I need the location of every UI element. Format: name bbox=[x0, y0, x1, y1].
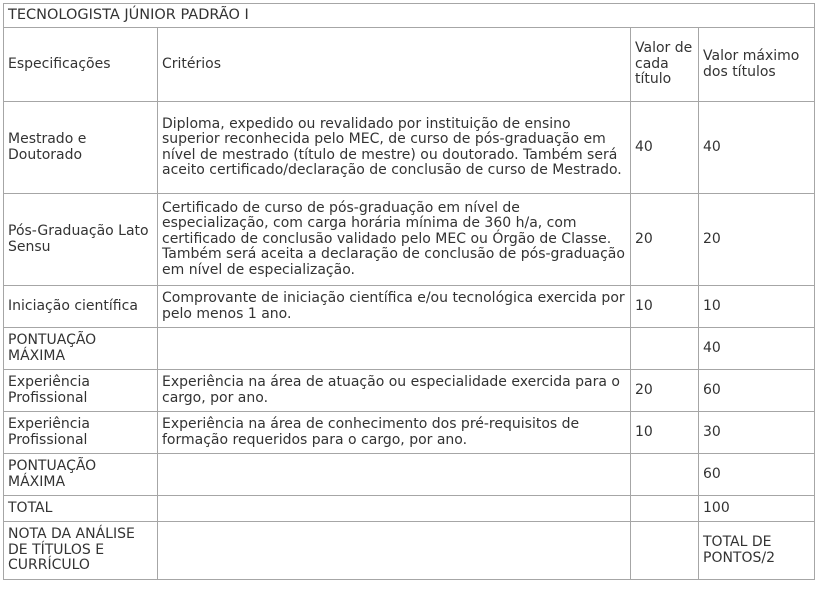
table-row bbox=[4, 454, 815, 496]
row-spec: Experiência Profissional bbox=[4, 370, 158, 412]
row-spec: Iniciação científica bbox=[4, 286, 158, 328]
row-value-max: 40 bbox=[699, 328, 815, 370]
row-criteria: Experiência na área de atuação ou especialidade exercida para o cargo, por ano. bbox=[158, 370, 631, 412]
title-row bbox=[4, 4, 815, 28]
row-value-each: 20 bbox=[631, 194, 699, 286]
row-criteria: Comprovante de iniciação científica e/ou tecnológica exercida por pelo menos 1 ano. bbox=[158, 286, 631, 328]
table-row bbox=[4, 522, 815, 580]
row-spec: NOTA DA ANÁLISE DE TÍTULOS E CURRÍCULO bbox=[4, 522, 158, 580]
row-criteria: Experiência na área de conhecimento dos pré-requisitos de formação requeridos para o cargo, por ano. bbox=[158, 412, 631, 454]
row-value-max: 60 bbox=[699, 370, 815, 412]
header-value-max: Valor máximo dos títulos bbox=[699, 28, 815, 102]
row-value-max: TOTAL DE PONTOS/2 bbox=[699, 522, 815, 580]
row-criteria: Diploma, expedido ou revalidado por instituição de ensino superior reconhecida pelo MEC, de curso de pós-graduação em nível de mestrado (título de mestre) ou doutorado. Também será aceito certificado/declaração de conclusão de curso de Mestrado. bbox=[158, 102, 631, 194]
table-row bbox=[4, 286, 815, 328]
scoring-table bbox=[3, 3, 815, 580]
table-row bbox=[4, 328, 815, 370]
table-row bbox=[4, 194, 815, 286]
header-criteria: Critérios bbox=[158, 28, 631, 102]
row-criteria bbox=[158, 454, 631, 496]
row-criteria: Certificado de curso de pós-graduação em nível de especialização, com carga horária mínima de 360 h/a, com certificado de conclusão validado pelo MEC ou Órgão de Classe. Também será aceita a declaração de conclusão de pós-graduação em nível de especialização. bbox=[158, 194, 631, 286]
row-value-max: 20 bbox=[699, 194, 815, 286]
row-value-each bbox=[631, 454, 699, 496]
row-value-each: 10 bbox=[631, 412, 699, 454]
row-value-each bbox=[631, 328, 699, 370]
row-criteria bbox=[158, 328, 631, 370]
row-spec: PONTUAÇÃO MÁXIMA bbox=[4, 328, 158, 370]
header-row bbox=[4, 28, 815, 102]
table-row bbox=[4, 496, 815, 522]
row-value-each bbox=[631, 522, 699, 580]
row-value-each: 20 bbox=[631, 370, 699, 412]
row-value-max: 40 bbox=[699, 102, 815, 194]
header-value-each: Valor de cada título bbox=[631, 28, 699, 102]
table-row bbox=[4, 412, 815, 454]
row-value-max: 30 bbox=[699, 412, 815, 454]
row-value-max: 60 bbox=[699, 454, 815, 496]
table-row bbox=[4, 102, 815, 194]
row-spec: TOTAL bbox=[4, 496, 158, 522]
row-criteria bbox=[158, 522, 631, 580]
row-spec: Mestrado e Doutorado bbox=[4, 102, 158, 194]
row-value-max: 10 bbox=[699, 286, 815, 328]
row-value-each: 10 bbox=[631, 286, 699, 328]
row-spec: PONTUAÇÃO MÁXIMA bbox=[4, 454, 158, 496]
document bbox=[3, 3, 815, 580]
row-criteria bbox=[158, 496, 631, 522]
header-spec: Especificações bbox=[4, 28, 158, 102]
row-value-each: 40 bbox=[631, 102, 699, 194]
row-value-max: 100 bbox=[699, 496, 815, 522]
row-spec: Pós-Graduação Lato Sensu bbox=[4, 194, 158, 286]
row-value-each bbox=[631, 496, 699, 522]
table-title: TECNOLOGISTA JÚNIOR PADRÃO I bbox=[4, 4, 815, 28]
row-spec: Experiência Profissional bbox=[4, 412, 158, 454]
table-row bbox=[4, 370, 815, 412]
